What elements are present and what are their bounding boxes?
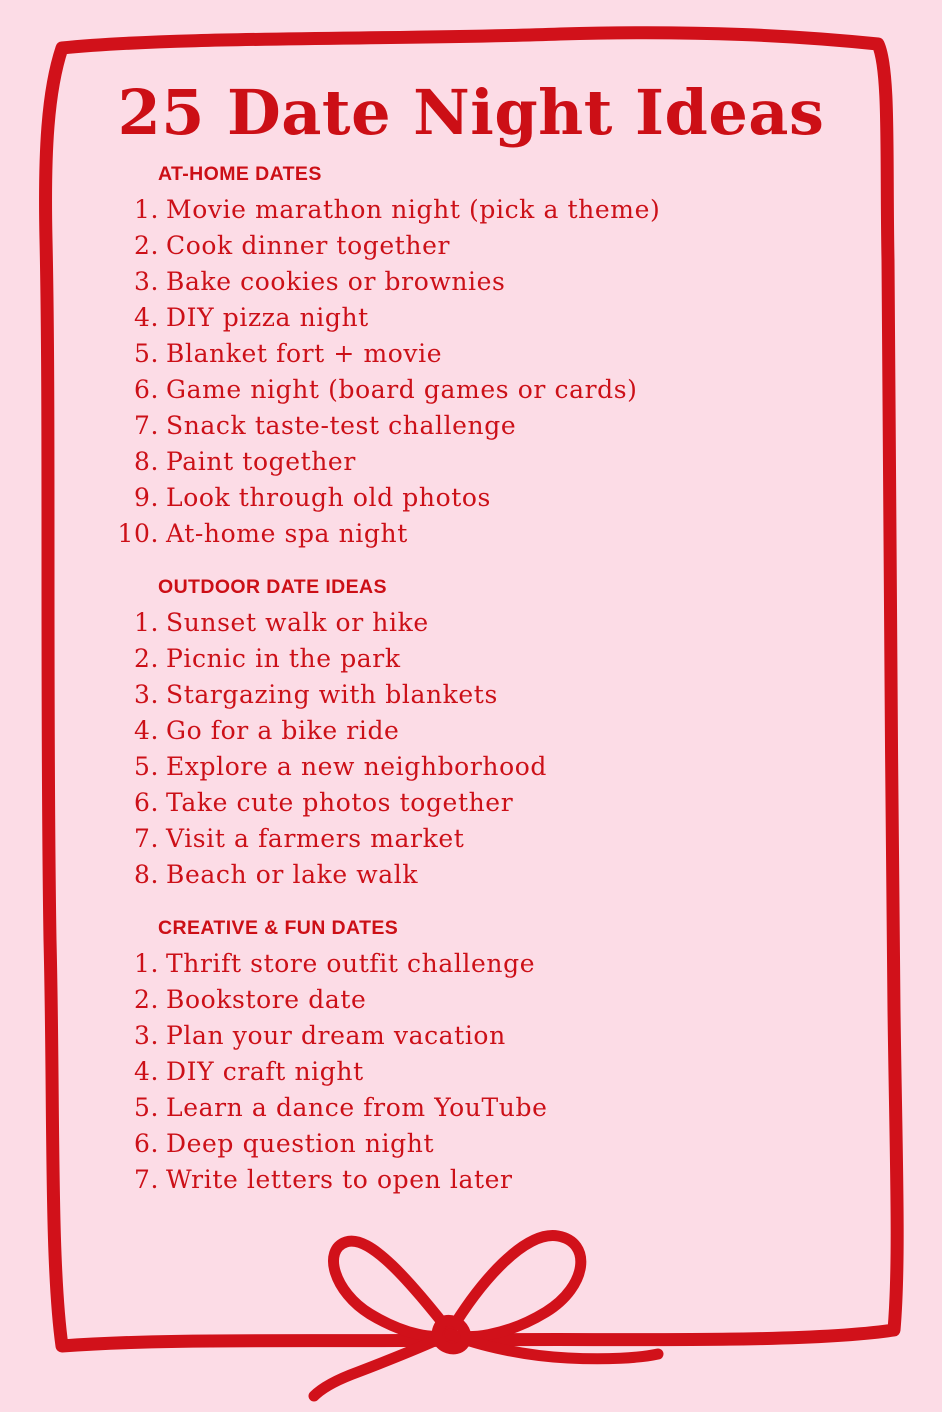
list-item-label: Deep question night [166, 1129, 435, 1159]
section-creative-and-fun-dates [80, 917, 862, 1198]
list-item-label: Cook dinner together [166, 231, 451, 261]
list-item [80, 1018, 862, 1054]
list-item [80, 677, 862, 713]
list-item-number: 6. [133, 375, 159, 405]
list-item [80, 1090, 862, 1126]
section-heading: OUTDOOR DATE IDEAS [158, 576, 387, 599]
list-item-number: 8. [133, 860, 159, 890]
list-item-label: Plan your dream vacation [166, 1021, 506, 1051]
list-item [80, 1162, 862, 1198]
list-item [80, 192, 862, 228]
list-item-label: Blanket fort + movie [166, 339, 443, 369]
list-item-number: 4. [133, 1057, 159, 1087]
list-item-label: At-home spa night [166, 519, 408, 549]
list-item-number: 5. [133, 1093, 159, 1123]
list-item-number: 1. [133, 608, 159, 638]
list-item-number: 7. [133, 1165, 159, 1195]
list-item [80, 372, 862, 408]
section-at-home-dates [80, 163, 862, 552]
list-item-label: Take cute photos together [166, 788, 514, 818]
list-item-label: Sunset walk or hike [166, 608, 429, 638]
list-item-label: Beach or lake walk [166, 860, 419, 890]
idea-list [80, 946, 862, 1198]
section-outdoor-date-ideas [80, 576, 862, 893]
list-item [80, 713, 862, 749]
list-item-number: 5. [133, 752, 159, 782]
list-item-number: 5. [133, 339, 159, 369]
list-item [80, 408, 862, 444]
idea-list [80, 605, 862, 893]
list-item-number: 8. [133, 447, 159, 477]
list-item-label: DIY craft night [166, 1057, 364, 1087]
list-item-number: 9. [133, 483, 159, 513]
list-item [80, 336, 862, 372]
list-item-number: 1. [133, 195, 159, 225]
list-item-label: Bake cookies or brownies [166, 267, 506, 297]
list-item-label: Game night (board games or cards) [166, 375, 638, 405]
list-item [80, 264, 862, 300]
list-item-label: Stargazing with blankets [166, 680, 498, 710]
list-item-number: 3. [133, 1021, 159, 1051]
list-item-label: Explore a new neighborhood [166, 752, 547, 782]
list-item [80, 300, 862, 336]
list-item [80, 480, 862, 516]
list-item-number: 7. [133, 411, 159, 441]
list-item-label: Movie marathon night (pick a theme) [166, 195, 661, 225]
list-item [80, 605, 862, 641]
list-item-number: 4. [133, 716, 159, 746]
list-item-label: Paint together [166, 447, 356, 477]
idea-list [80, 192, 862, 552]
list-item-label: Bookstore date [166, 985, 367, 1015]
list-item-label: Thrift store outfit challenge [166, 949, 536, 979]
list-item-label: Snack taste-test challenge [166, 411, 517, 441]
list-item [80, 641, 862, 677]
list-item-number: 7. [133, 824, 159, 854]
list-item [80, 946, 862, 982]
list-item-number: 1. [133, 949, 159, 979]
list-item [80, 982, 862, 1018]
list-item-label: Look through old photos [166, 483, 491, 513]
list-item [80, 228, 862, 264]
list-item [80, 1054, 862, 1090]
list-item [80, 516, 862, 552]
list-item-number: 6. [133, 788, 159, 818]
section-heading: AT-HOME DATES [158, 163, 322, 186]
list-item-label: DIY pizza night [166, 303, 369, 333]
list-item [80, 749, 862, 785]
list-item-number: 2. [133, 985, 159, 1015]
list-item [80, 821, 862, 857]
list-item-label: Write letters to open later [166, 1165, 513, 1195]
list-item-label: Picnic in the park [166, 644, 401, 674]
list-item-number: 4. [133, 303, 159, 333]
section-heading: CREATIVE & FUN DATES [158, 917, 399, 940]
list-item-label: Go for a bike ride [166, 716, 400, 746]
list-item [80, 1126, 862, 1162]
list-item-number: 2. [133, 231, 159, 261]
list-item-label: Learn a dance from YouTube [166, 1093, 548, 1123]
list-item-label: Visit a farmers market [166, 824, 465, 854]
list-item [80, 785, 862, 821]
list-item-number: 2. [133, 644, 159, 674]
list-item [80, 857, 862, 893]
list-item-number: 3. [133, 267, 159, 297]
list-item-number: 6. [133, 1129, 159, 1159]
list-item-number: 10. [117, 519, 159, 549]
list-item [80, 444, 862, 480]
page-title: 25 Date Night Ideas [117, 76, 825, 149]
list-item-number: 3. [133, 680, 159, 710]
